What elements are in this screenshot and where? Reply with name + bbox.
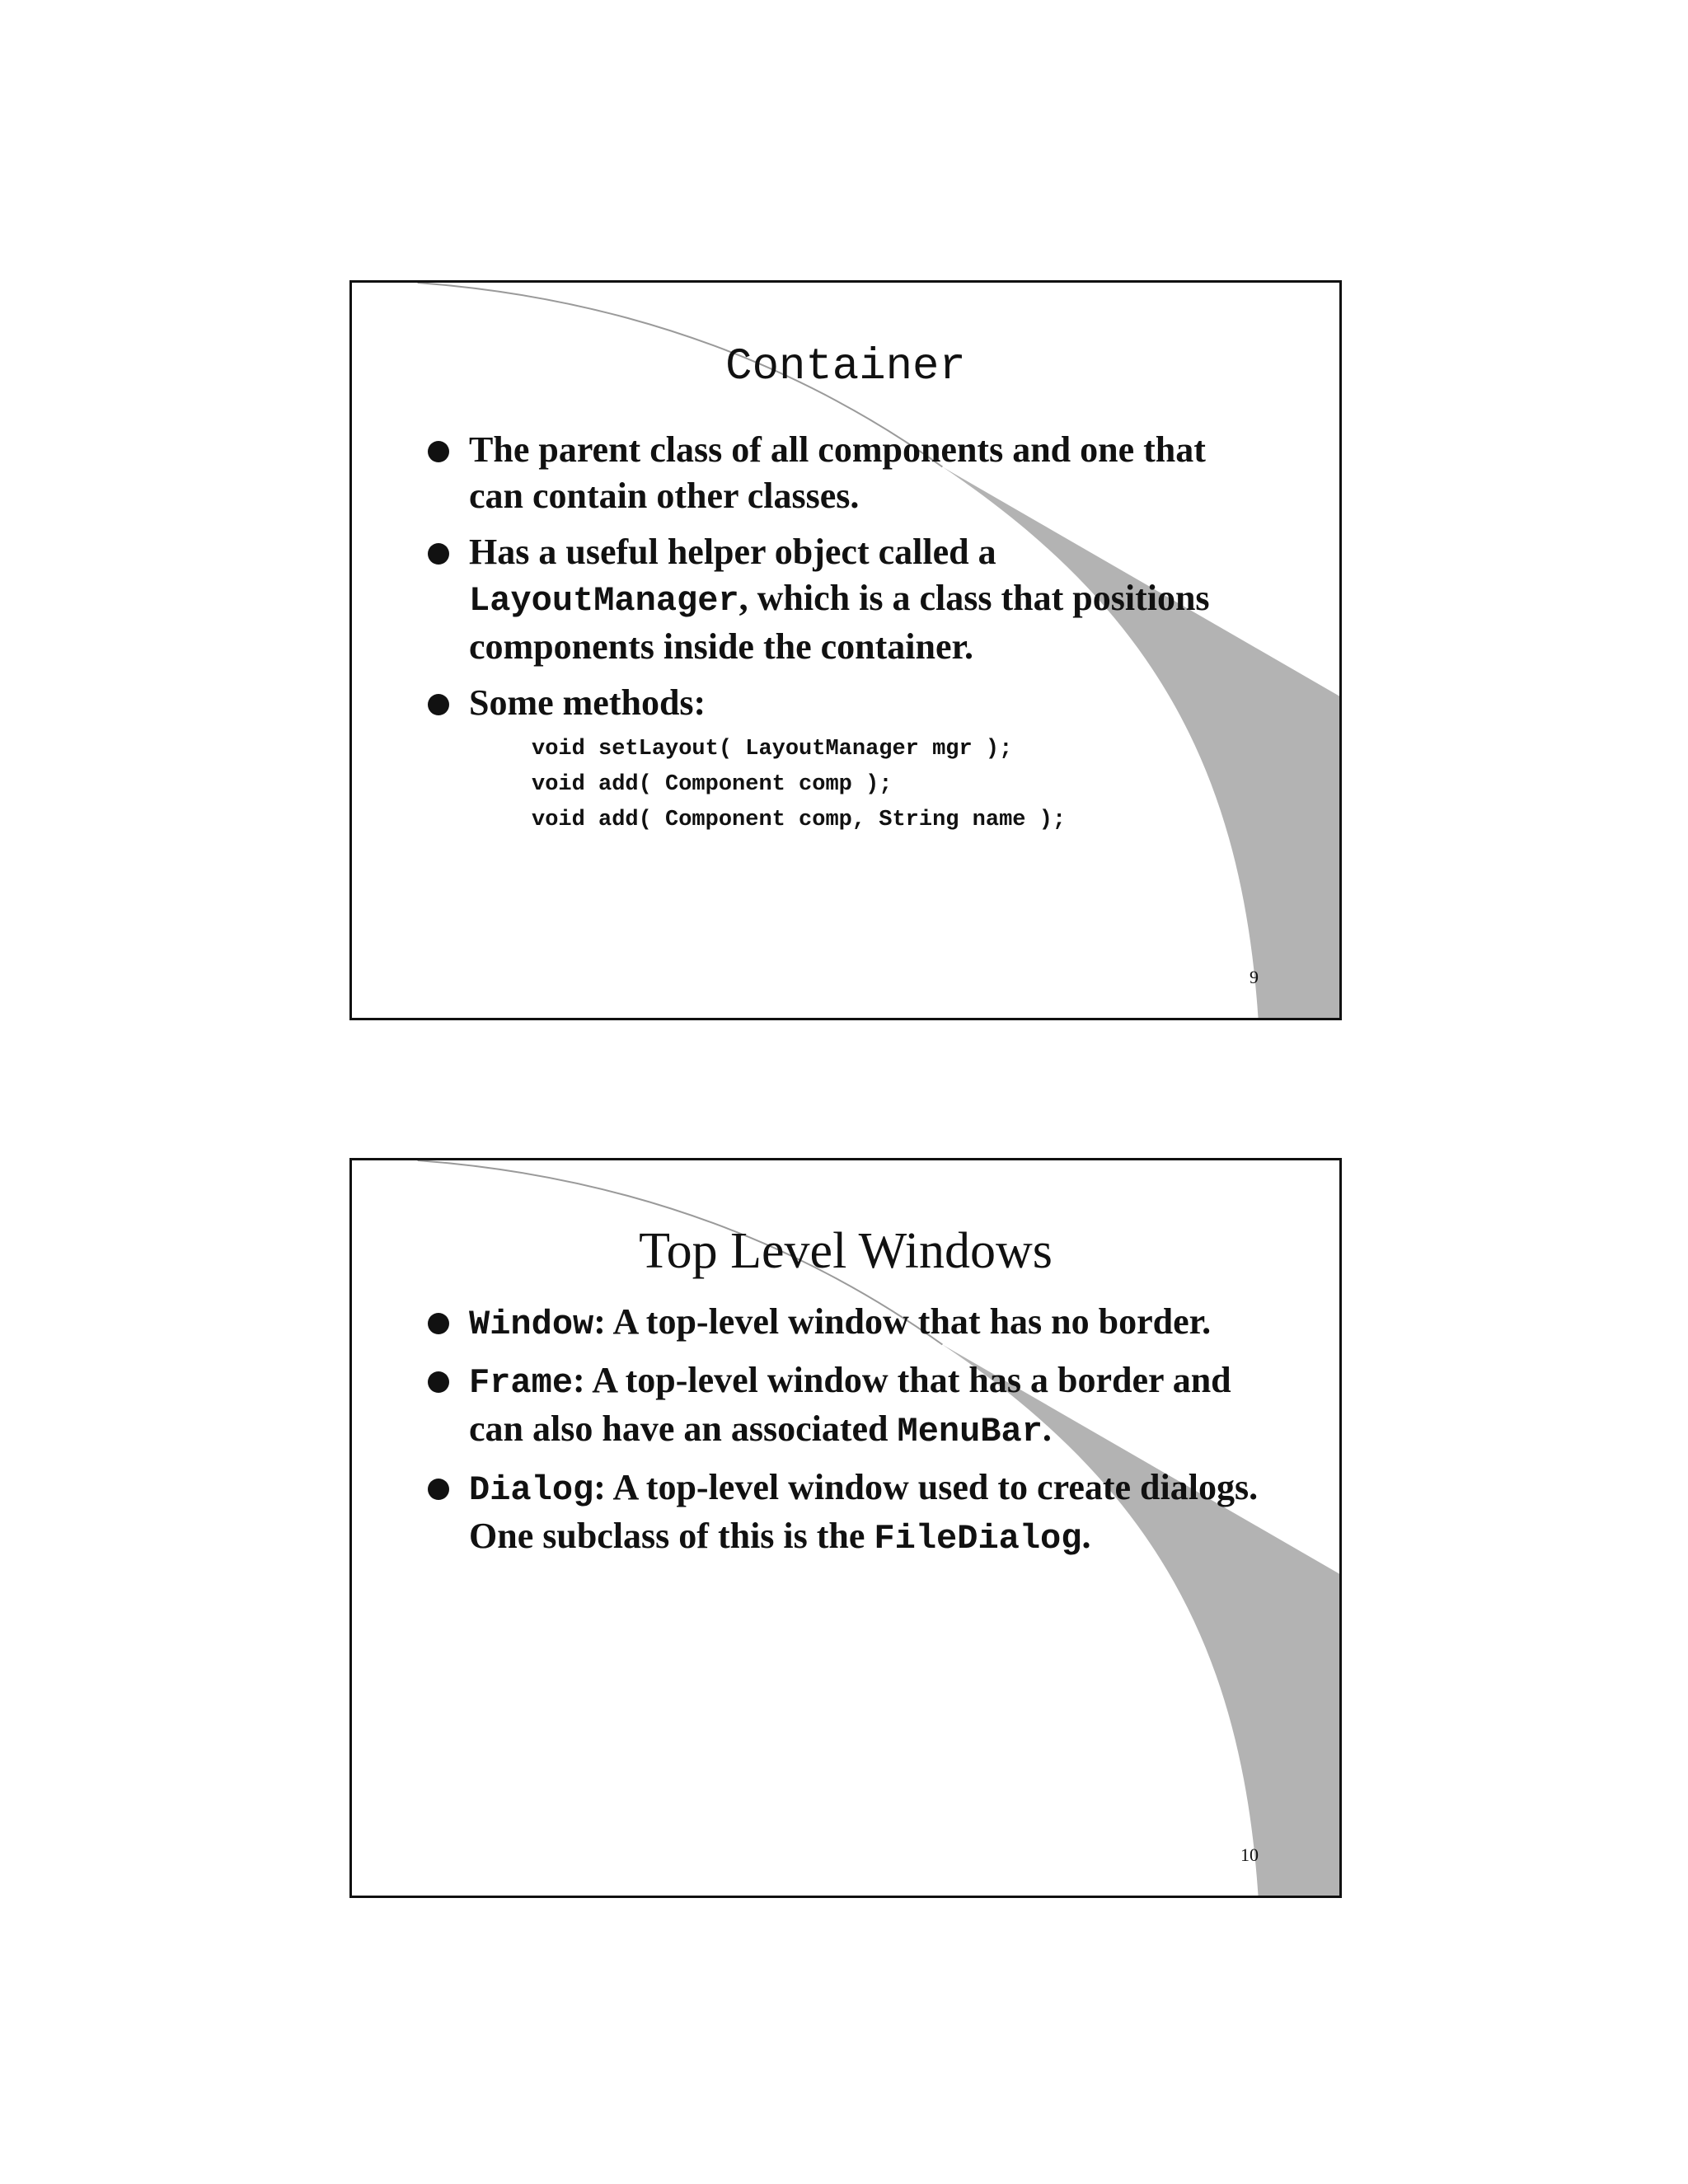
bullet-item [428, 680, 1260, 726]
bullet-item [428, 1357, 1260, 1455]
slide-title: Top Level Windows [639, 1223, 1053, 1279]
bullet-item [428, 1465, 1260, 1562]
bullet-dot-icon [428, 543, 449, 565]
bullet-text: . [1081, 1516, 1091, 1556]
bullet-text: : A top-level window that has no border. [593, 1301, 1212, 1342]
bullet-list [428, 427, 1260, 736]
bullet-text: The parent class of all components and one that can contain other classes. [469, 429, 1206, 516]
bullet-item [428, 1299, 1260, 1347]
code-block [532, 732, 1066, 838]
slide-top-level-windows [349, 1158, 1342, 1898]
bullet-text: : A top-level window that has a border and can also have an associated [469, 1360, 1231, 1449]
bullet-dot-icon [428, 694, 449, 715]
bullet-list [428, 1299, 1260, 1572]
page-number: 10 [1240, 1844, 1259, 1865]
slide-title: Container [725, 342, 966, 392]
code-line: void add( Component comp, String name ); [532, 808, 1067, 832]
code-line: void setLayout( LayoutManager mgr ); [532, 737, 1013, 762]
code-line: void add( Component comp ); [532, 772, 893, 797]
bullet-dot-icon [428, 1479, 449, 1500]
bullet-text: . [1042, 1408, 1052, 1449]
bullet-dot-icon [428, 441, 449, 462]
code-term: Frame [469, 1363, 574, 1403]
bullet-text: Has a useful helper object called a [469, 532, 996, 572]
bullet-text: : A top-level window used to create dialogs. One subclass of this is the [469, 1467, 1259, 1556]
bullet-dot-icon [428, 1313, 449, 1334]
bullet-dot-icon [428, 1371, 449, 1393]
bullet-item [428, 427, 1260, 519]
bullet-item [428, 529, 1260, 670]
bullet-text: , which is a class that positions components inside the container. [469, 578, 1210, 667]
bullet-text: Some methods: [469, 682, 706, 723]
page-number: 9 [1250, 967, 1259, 987]
code-term: LayoutManager [469, 581, 739, 621]
code-term: MenuBar [897, 1412, 1043, 1451]
code-term: FileDialog [874, 1519, 1082, 1558]
slide-container [349, 280, 1342, 1020]
code-term: Window [469, 1305, 594, 1344]
code-term: Dialog [469, 1470, 594, 1510]
